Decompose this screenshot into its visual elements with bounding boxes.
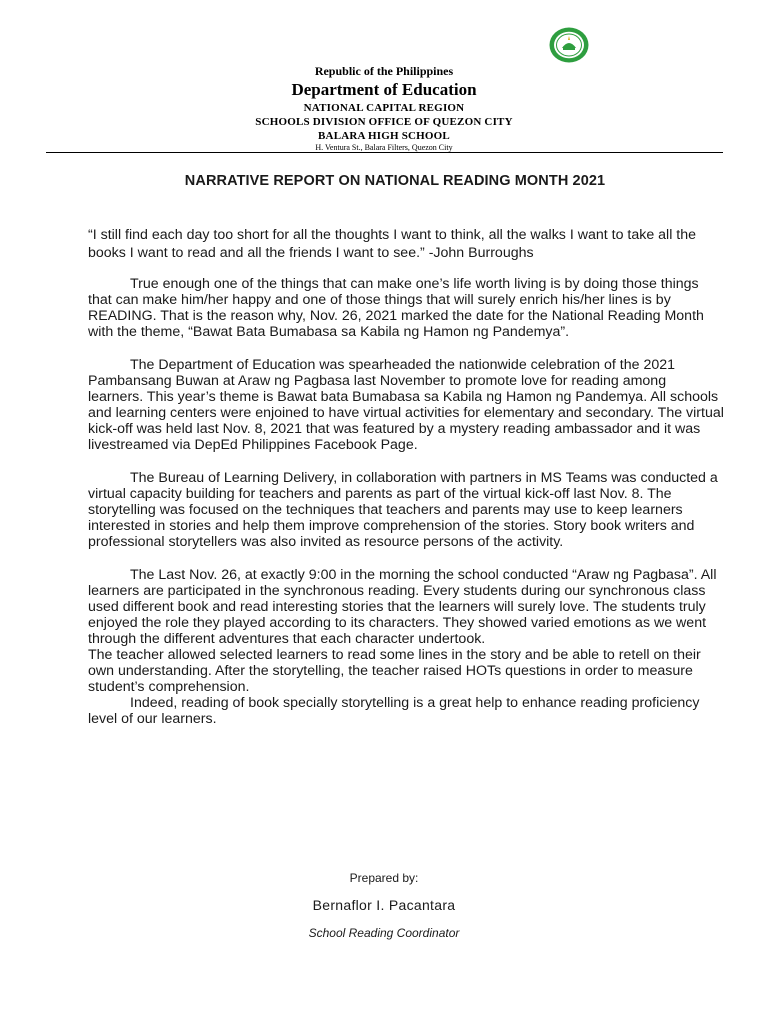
paragraph-3: The Bureau of Learning Delivery, in collaboration with partners in MS Teams was conducted a virtual capacity building for teachers and parents as part of the virtual kick-off last Nov. 8. The storytelling was focused on the techniques that teachers and parents may use to keep learners interested in stories and help them improve comprehension of the stories. Story book writers and professional storytellers was also invited as resource persons of the activity. — [88, 470, 718, 550]
report-title: NARRATIVE REPORT ON NATIONAL READING MONTH 2021 — [184, 173, 606, 189]
preparer-role: School Reading Coordinator — [308, 926, 460, 940]
school-address: H. Ventura St., Balara Filters, Quezon City — [315, 143, 453, 152]
paragraph-2: The Department of Education was spearheaded the nationwide celebration of the 2021 Pambansang Buwan at Araw ng Pagbasa last November to promote love for reading among learners. This year’s theme is Bawat bata Bumabasa sa Kabila ng Hamon ng Pandemya. All schools and learning centers were enjoined to have virtual activities for elementary and secondary. The virtual kick-off was held last Nov. 8, 2021 that was featured by a mystery reading ambassador and it was livestreamed via DepEd Philippines Facebook Page. — [88, 357, 724, 453]
school-name: BALARA HIGH SCHOOL — [318, 130, 450, 142]
opening-quote: “I still find each day too short for all the thoughts I want to think, all the walks I want to take all the books I want to read and all the friends I want to see.” -John Burroughs — [88, 227, 697, 261]
school-seal-icon — [548, 26, 590, 64]
paragraph-5: The teacher allowed selected learners to read some lines in the story and be able to retell on their own understanding. After the storytelling, the teacher raised HOTs questions in order to measure student’s comprehension. — [88, 647, 701, 695]
prepared-by-label: Prepared by: — [349, 871, 419, 885]
region-line: NATIONAL CAPITAL REGION — [303, 102, 465, 114]
department-name: Department of Education — [291, 80, 477, 99]
letterhead — [0, 64, 768, 153]
division-line: SCHOOLS DIVISION OFFICE OF QUEZON CITY — [255, 116, 513, 128]
header-divider — [46, 152, 723, 153]
paragraph-1: True enough one of the things that can make one’s life worth living is by doing those things that can make him/her happy and one of those things that will surely enrich his/her lines is by READING. That is the reason why, Nov. 26, 2021 marked the date for the National Reading Month with the theme, “Bawat Bata Bumabasa sa Kabila ng Hamon ng Pandemya”. — [88, 276, 704, 340]
preparer-name: Bernaflor I. Pacantara — [312, 897, 456, 913]
republic-line: Republic of the Philippines — [314, 64, 454, 78]
paragraph-6: Indeed, reading of book specially storytelling is a great help to enhance reading proficiency level of our learners. — [88, 695, 700, 727]
paragraph-4: The Last Nov. 26, at exactly 9:00 in the morning the school conducted “Araw ng Pagbasa”. All learners are participated in the synchronous reading. Every students during our synchronous class used different book and read interesting stories that the learners will surely love. The students truly enjoyed the role they played according to its characters. They showed varied emotions as we went through the different adventures that each character undertook. — [88, 567, 717, 647]
report-body — [88, 227, 724, 727]
